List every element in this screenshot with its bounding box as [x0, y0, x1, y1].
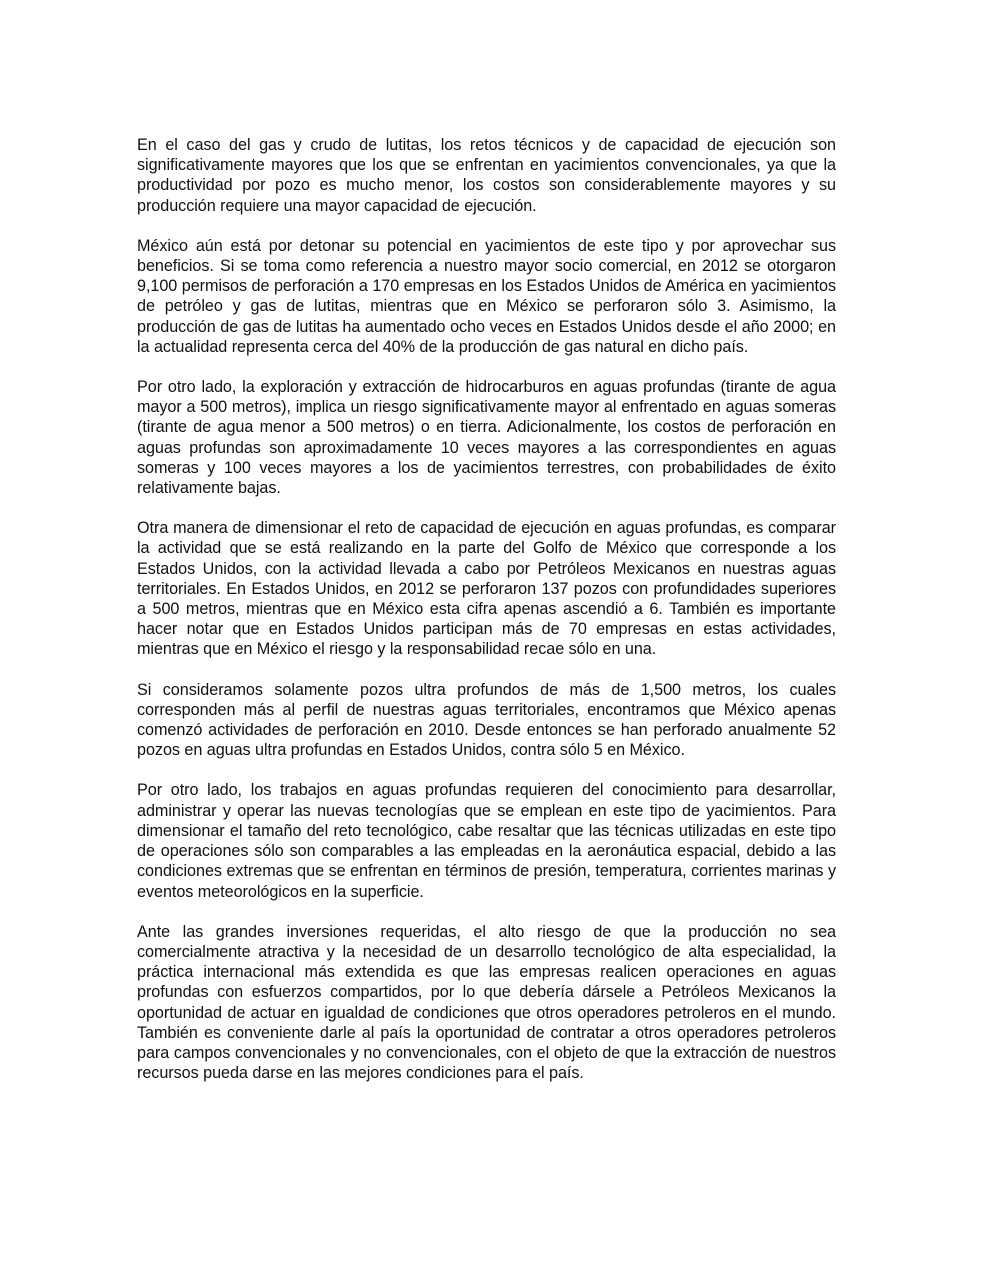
- paragraph-1: En el caso del gas y crudo de lutitas, los retos técnicos y de capacidad de ejecución son significativamente mayores que los que se enfrentan en yacimientos convencionales, ya que la productividad por pozo es mucho menor, los costos son considerablemente mayores y su producción requiere una mayor capacidad de ejecución.: [137, 136, 836, 215]
- paragraph-4: Otra manera de dimensionar el reto de capacidad de ejecución en aguas profundas, es comparar la actividad que se está realizando en la parte del Golfo de México que corresponde a los Estados Unidos, con la actividad llevada a cabo por Petróleos Mexicanos en nuestras aguas territoriales. En Estados Unidos, en 2012 se perforaron 137 pozos con profundidades superiores a 500 metros, mientras que en México esta cifra apenas ascendió a 6. También es importante hacer notar que en Estados Unidos participan más de 70 empresas en estas actividades, mientras que en México el riesgo y la responsabilidad recae sólo en una.: [137, 519, 836, 659]
- document-page: [137, 135, 836, 1103]
- paragraph-6: Por otro lado, los trabajos en aguas profundas requieren del conocimiento para desarrollar, administrar y operar las nuevas tecnologías que se emplean en este tipo de yacimientos. Para dimensionar el tamaño del reto tecnológico, cabe resaltar que las técnicas utilizadas en este tipo de operaciones sólo son comparables a las empleadas en la aeronáutica espacial, debido a las condiciones extremas que se enfrentan en términos de presión, temperatura, corrientes marinas y eventos meteorológicos en la superficie.: [137, 781, 836, 901]
- paragraph-3: Por otro lado, la exploración y extracción de hidrocarburos en aguas profundas (tirante de agua mayor a 500 metros), implica un riesgo significativamente mayor al enfrentado en aguas someras (tirante de agua menor a 500 metros) o en tierra. Adicionalmente, los costos de perforación en aguas profundas son aproximadamente 10 veces mayores a las correspondientes en aguas someras y 100 veces mayores a los de yacimientos terrestres, con probabilidades de éxito relativamente bajas.: [137, 378, 836, 498]
- paragraph-7: Ante las grandes inversiones requeridas, el alto riesgo de que la producción no sea comercialmente atractiva y la necesidad de un desarrollo tecnológico de alta especialidad, la práctica internacional más extendida es que las empresas realicen operaciones en aguas profundas con esfuerzos compartidos, por lo que debería dársele a Petróleos Mexicanos la oportunidad de actuar en igualdad de condiciones que otros operadores petroleros en el mundo. También es conveniente darle al país la oportunidad de contratar a otros operadores petroleros para campos convencionales y no convencionales, con el objeto de que la extracción de nuestros recursos pueda darse en las mejores condiciones para el país.: [137, 922, 836, 1083]
- paragraph-2: México aún está por detonar su potencial en yacimientos de este tipo y por aprovechar sus beneficios. Si se toma como referencia a nuestro mayor socio comercial, en 2012 se otorgaron 9,100 permisos de perforación a 170 empresas en los Estados Unidos de América en yacimientos de petróleo y gas de lutitas, mientras que en México se perforaron sólo 3. Asimismo, la producción de gas de lutitas ha aumentado ocho veces en Estados Unidos desde el año 2000; en la actualidad representa cerca del 40% de la producción de gas natural en dicho país.: [137, 236, 836, 356]
- paragraph-5: Si consideramos solamente pozos ultra profundos de más de 1,500 metros, los cuales corresponden más al perfil de nuestras aguas territoriales, encontramos que México apenas comenzó actividades de perforación en 2010. Desde entonces se han perforado anualmente 52 pozos en aguas ultra profundas en Estados Unidos, contra sólo 5 en México.: [137, 680, 836, 760]
